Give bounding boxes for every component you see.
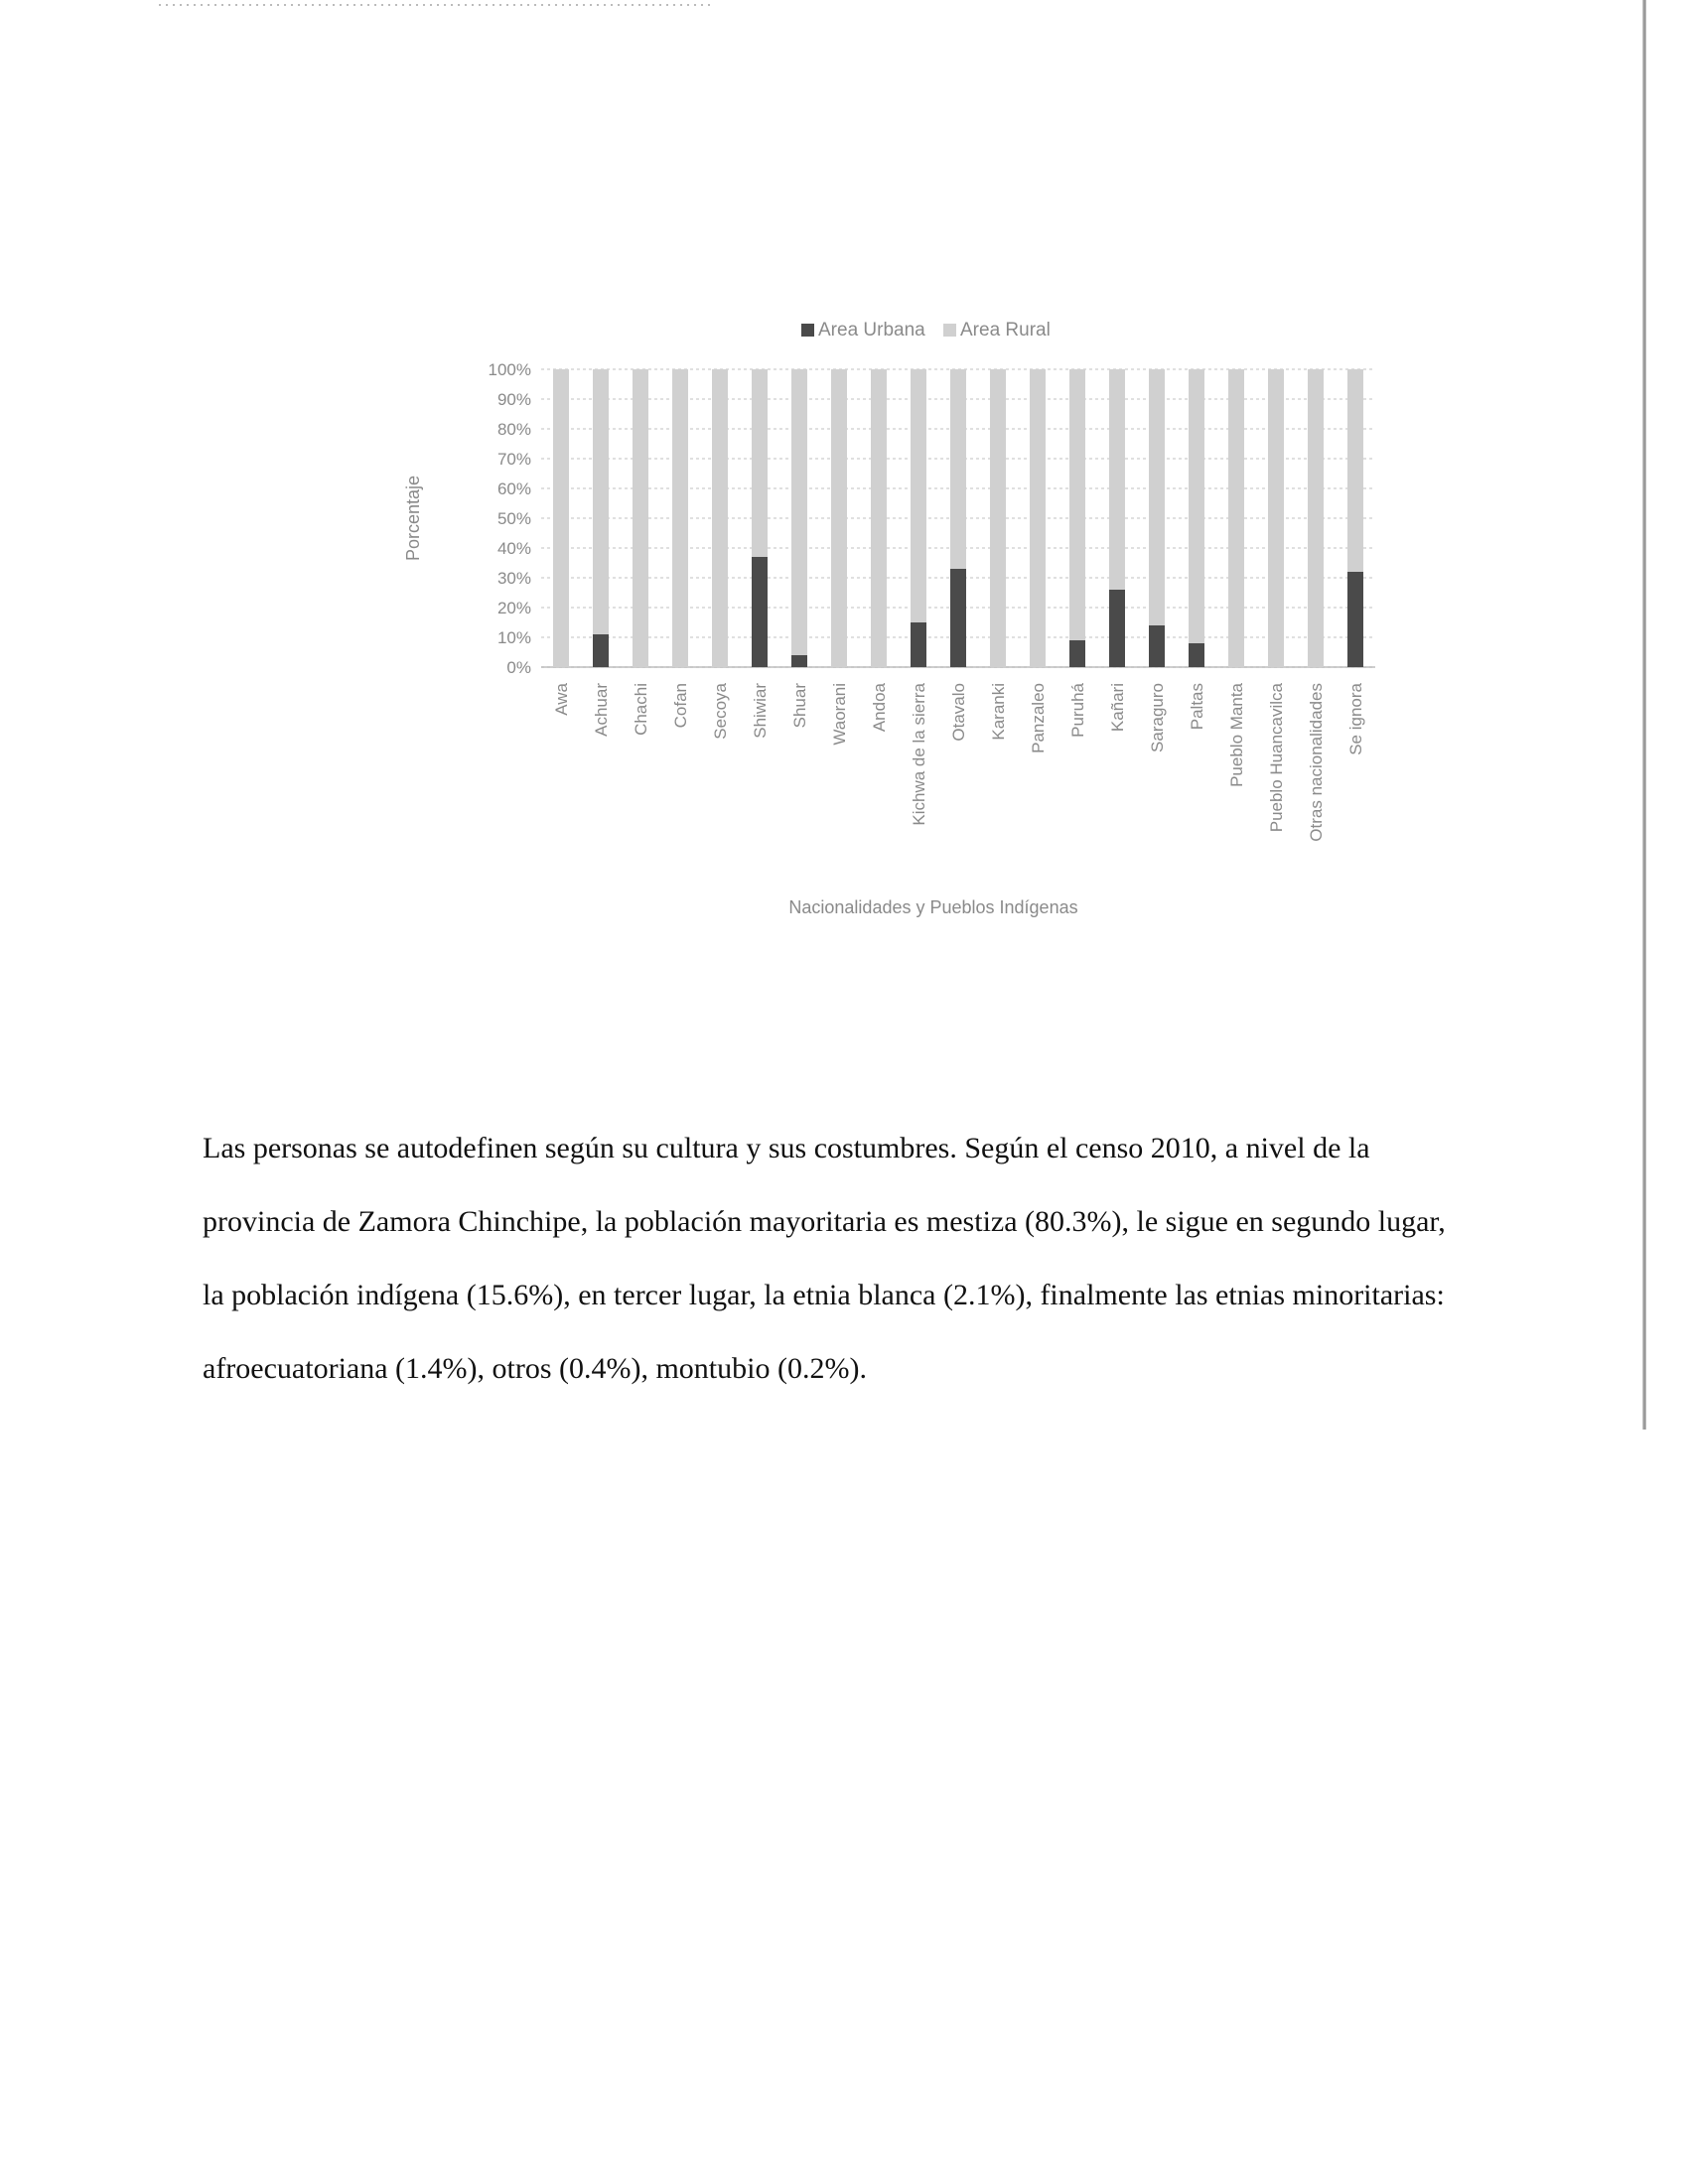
y-tick-label: 100%	[488, 360, 531, 379]
bar-urban	[1347, 572, 1363, 667]
x-category-label: Karanki	[989, 683, 1008, 741]
bar-rural	[1347, 369, 1363, 572]
legend-swatch	[943, 324, 956, 337]
bar-rural	[1228, 369, 1244, 667]
x-category-label: Paltas	[1188, 683, 1206, 731]
bar-rural	[1189, 369, 1204, 643]
x-category-label: Kañari	[1108, 683, 1127, 733]
y-tick-label: 60%	[496, 479, 531, 498]
y-tick-label: 80%	[496, 420, 531, 439]
bar-rural	[990, 369, 1006, 667]
x-category-label: Panzaleo	[1029, 683, 1048, 753]
x-category-label: Saraguro	[1148, 683, 1167, 752]
bar-rural	[950, 369, 966, 569]
y-tick-label: 20%	[496, 599, 531, 617]
bar-urban	[1189, 643, 1204, 667]
bar-rural	[911, 369, 926, 622]
x-category-label: Puruhá	[1068, 683, 1087, 738]
y-tick-label: 70%	[496, 450, 531, 469]
bar-rural	[1069, 369, 1085, 640]
body-paragraph	[203, 1112, 1454, 1406]
y-tick-label: 40%	[496, 539, 531, 558]
bar-rural	[1308, 369, 1324, 667]
legend-label: Area Urbana	[818, 320, 925, 341]
legend-swatch	[801, 324, 814, 337]
bar-urban	[911, 622, 926, 667]
legend-label: Area Rural	[960, 320, 1051, 341]
bar-urban	[1109, 590, 1125, 667]
bar-rural	[752, 369, 768, 557]
x-category-label: Chachi	[632, 683, 650, 736]
y-tick-label: 10%	[496, 628, 531, 647]
scan-page-edge	[1642, 0, 1646, 1430]
bar-rural	[1149, 369, 1165, 625]
x-category-label: Waorani	[830, 683, 849, 746]
bar-rural	[831, 369, 847, 667]
bar-urban	[791, 655, 807, 667]
bar-rural	[1030, 369, 1046, 667]
x-category-label: Secoya	[711, 683, 730, 740]
bar-rural	[1109, 369, 1125, 590]
x-category-label: Otavalo	[949, 683, 968, 742]
y-tick-label: 50%	[496, 509, 531, 528]
bar-urban	[1149, 625, 1165, 667]
bar-rural	[791, 369, 807, 655]
bar-urban	[752, 557, 768, 667]
x-category-label: Shiwiar	[751, 683, 770, 739]
bar-rural	[1268, 369, 1284, 667]
bar-rural	[672, 369, 688, 667]
y-axis-title: Porcentaje	[403, 475, 423, 562]
scan-artifact	[159, 4, 715, 6]
x-category-label: Awa	[552, 683, 571, 716]
x-category-label: Shuar	[790, 683, 809, 729]
y-tick-label: 90%	[496, 390, 531, 409]
x-category-label: Cofan	[671, 683, 690, 729]
x-category-label: Se ignora	[1346, 683, 1365, 755]
x-category-label: Kichwa de la sierra	[910, 683, 928, 826]
bar-urban	[1069, 640, 1085, 667]
x-axis-title: Nacionalidades y Pueblos Indígenas	[788, 897, 1078, 917]
y-tick-label: 30%	[496, 569, 531, 588]
x-category-label: Pueblo Manta	[1227, 683, 1246, 787]
y-tick-label: 0%	[506, 658, 531, 677]
bar-rural	[871, 369, 887, 667]
bar-urban	[593, 634, 609, 667]
bar-rural	[553, 369, 569, 667]
bar-rural	[712, 369, 728, 667]
bar-rural	[633, 369, 648, 667]
paragraph-text: Las personas se autodefinen según su cultura y sus costumbres. Según el censo 2010, a nivel de la provincia de Zamora Chinchipe, la población mayoritaria es mestiza (80.3%), le sigue en segundo lugar, la población indígena (15.6%), en tercer lugar, la etnia blanca (2.1%), finalmente las etnias minoritarias: afroecuatoriana (1.4%), otros (0.4%), montubio (0.2%).	[203, 1132, 1446, 1385]
bar-urban	[950, 569, 966, 667]
bar-rural	[593, 369, 609, 634]
x-category-label: Achuar	[592, 683, 611, 737]
x-category-label: Otras nacionalidades	[1307, 683, 1326, 842]
x-category-label: Pueblo Huancavilca	[1267, 683, 1286, 833]
stacked-bar-chart	[397, 298, 1390, 943]
x-category-label: Andoa	[870, 683, 889, 733]
